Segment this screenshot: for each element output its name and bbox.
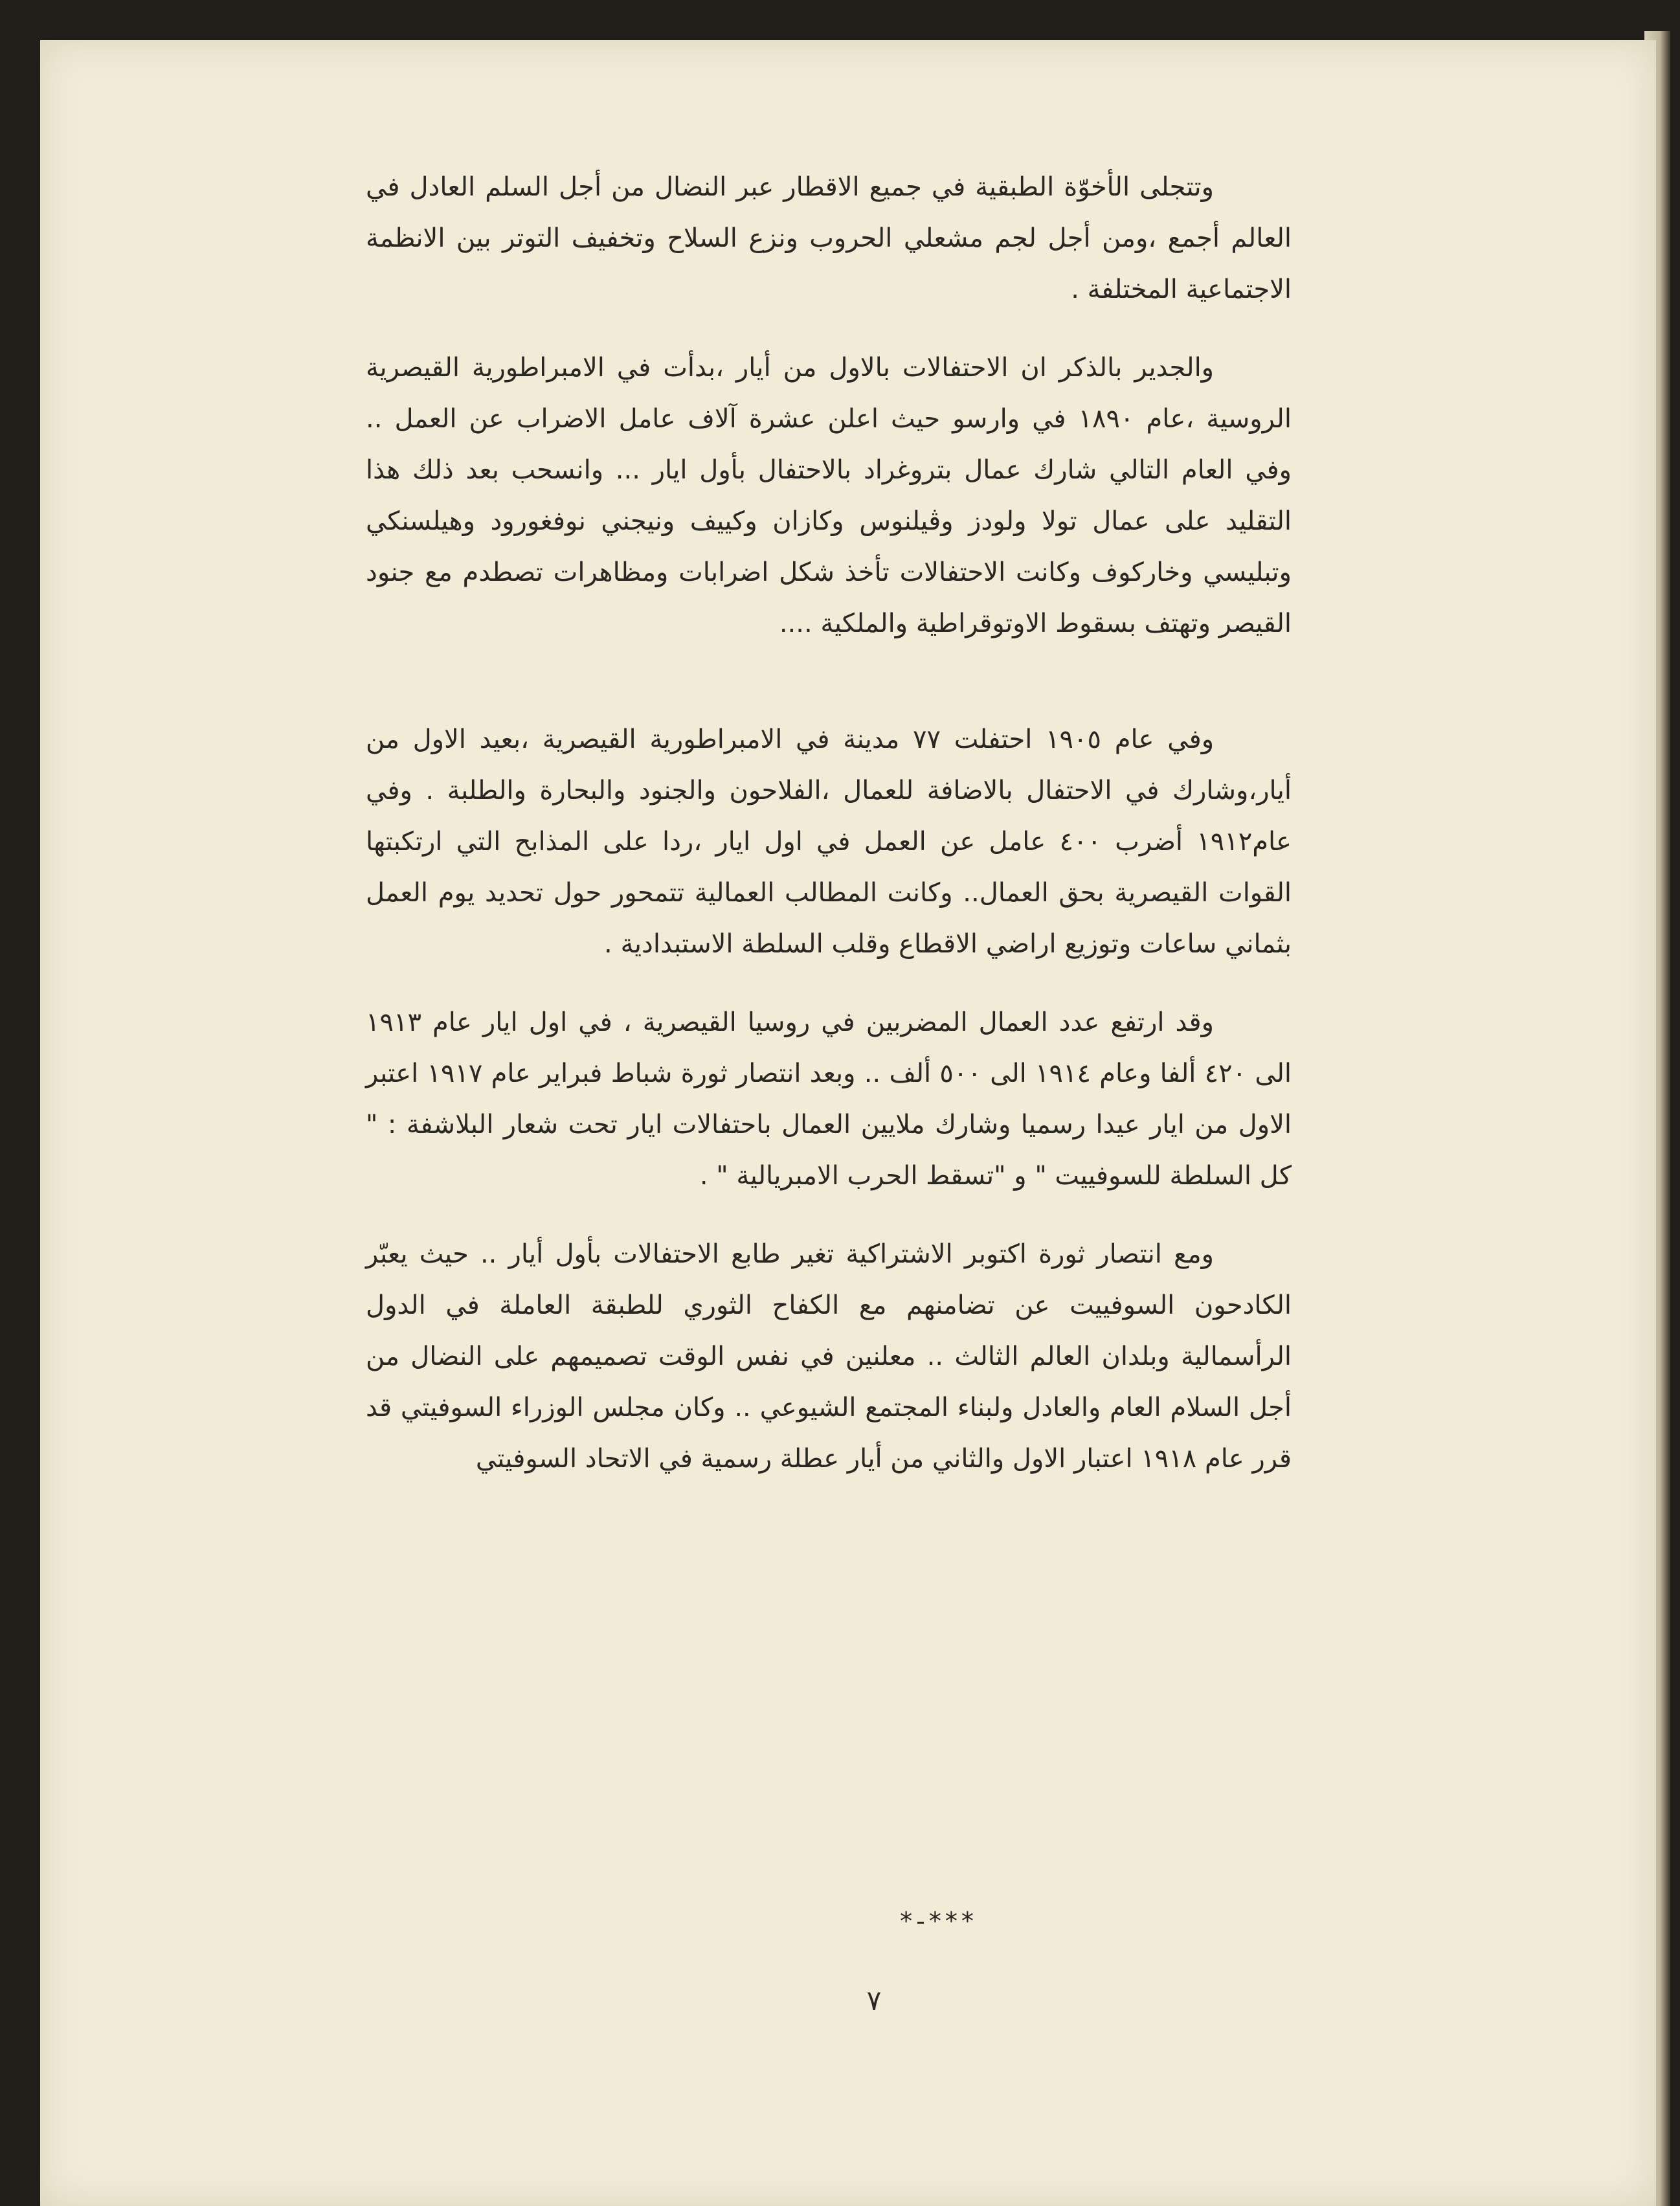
section-end-ornament: *-*** [900, 1907, 978, 1935]
page-number: ٧ [866, 1985, 882, 2016]
paragraph-1905-celebrations: وفي عام ١٩٠٥ احتفلت ٧٧ مدينة في الامبراطورية القيصرية ،بعيد الاول من أيار،وشارك في الاحتفال بالاضافة للعمال ،الفلاحون والجنود والبحارة والطلبة . وفي عام١٩١٢ أضرب ٤٠٠ عامل عن العمل في اول ايار ،ردا على المذابح التي ارتكبتها القوات القيصرية بحق العمال.. وكانت المطالب العمالية تتمحور حول تحديد يوم العمل بثماني ساعات وتوزيع اراضي الاقطاع وقلب السلطة الاستبدادية . [366, 725, 1292, 959]
paragraph-class-brotherhood: وتتجلى الأخوّة الطبقية في جميع الاقطار عبر النضال من أجل السلم العادل في العالم أجمع ،ومن أجل لجم مشعلي الحروب ونزع السلاح وتخفيف التوتر بين الانظمة الاجتماعية المختلفة . [366, 172, 1292, 304]
body-text-column [366, 162, 1292, 1485]
paragraph-spacer [366, 315, 1292, 343]
paragraph-strikers-count: وقد ارتفع عدد العمال المضربين في روسيا القيصرية ، في اول ايار عام ١٩١٣ الى ٤٢٠ ألفا وعام ١٩١٤ الى ٥٠٠ ألف .. وبعد انتصار ثورة شباط فبراير عام ١٩١٧ اعتبر الاول من ايار عيدا رسميا وشارك ملايين العمال باحتفالات ايار تحت شعار البلاشفة : " كل السلطة للسوفييت " و "تسقط الحرب الامبريالية " . [366, 1007, 1292, 1191]
paragraph-may-day-origins: والجدير بالذكر ان الاحتفالات بالاول من أيار ،بدأت في الامبراطورية القيصرية الروسية ،عام ١٨٩٠ في وارسو حيث اعلن عشرة آلاف عامل الاضراب عن العمل .. وفي العام التالي شارك عمال بتروغراد بالاحتفال بأول ايار ... وانسحب بعد ذلك هذا التقليد على عمال تولا ولودز وڤيلنوس وكازان وكييف ونيجني نوفغورود وهيلسنكي وتبليسي وخاركوف وكانت الاحتفالات تأخذ شكل اضرابات ومظاهرات تصطدم مع جنود القيصر وتهتف بسقوط الاوتوقراطية والملكية .... [366, 353, 1292, 638]
paragraph-spacer [366, 1202, 1292, 1229]
paragraph-october-revolution: ومع انتصار ثورة اكتوبر الاشتراكية تغير طابع الاحتفالات بأول أيار .. حيث يعبّر الكادحون السوفييت عن تضامنهم مع الكفاح الثوري للطبقة العاملة في الدول الرأسمالية وبلدان العالم الثالث .. معلنين في نفس الوقت تصميمهم على النضال من أجل السلام العام والعادل ولبناء المجتمع الشيوعي .. وكان مجلس الوزراء السوفيتي قد قرر عام ١٩١٨ اعتبار الاول والثاني من أيار عطلة رسمية في الاتحاد السوفيتي [366, 1239, 1292, 1474]
paragraph-spacer [366, 970, 1292, 997]
paragraph-spacer [366, 649, 1292, 714]
